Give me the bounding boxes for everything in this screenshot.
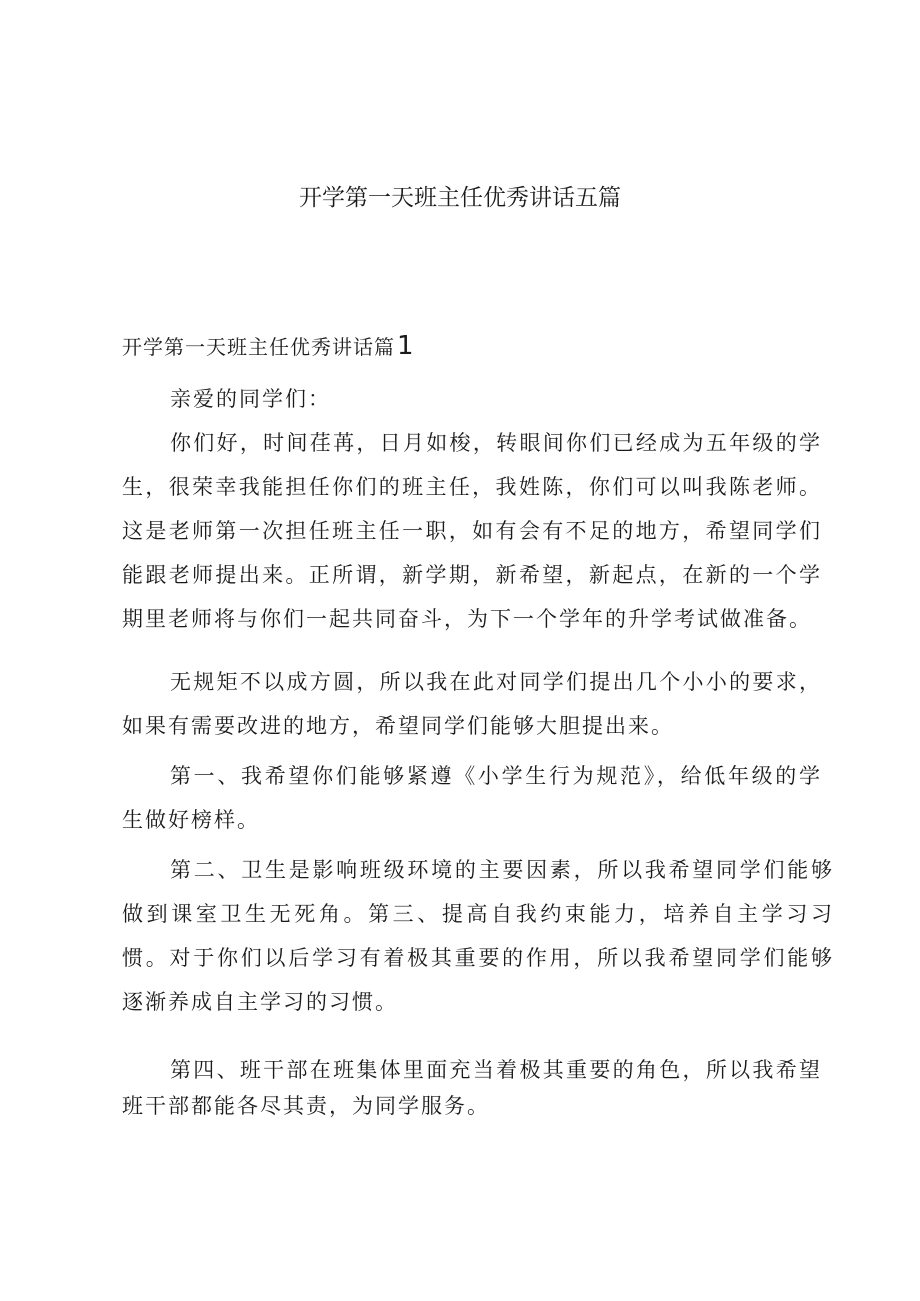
section-heading-text: 开学第一天班主任优秀讲话篇: [122, 335, 395, 359]
rules-text: 无规矩不以成方圆，所以我在此对同学们提出几个小小的要求，如果有需要改进的地方，希望同学们能够大胆提出来。: [122, 670, 822, 738]
intro-text: 你们好，时间荏苒，日月如梭，转眼间你们已经成为五年级的学生，很荣幸我能担任你们的班主任，我姓陈，你们可以叫我陈老师。这是老师第一次担任班主任一职，如有会有不足的地方，希望同学们能跟老师提出来。正所谓，新学期，新希望，新起点，在新的一个学期里老师将与你们一起共同奋斗，为下一个学年的升学考试做准备。: [122, 431, 822, 631]
paragraph-intro: [122, 421, 822, 650]
paragraph-second-requirement: [122, 848, 834, 1033]
section-heading: [122, 328, 415, 365]
paragraph-fourth-requirement: [122, 1052, 822, 1133]
first-requirement-text: 第一、我希望你们能够紧遵《小学生行为规范》，给低年级的学生做好榜样。: [122, 764, 822, 832]
paragraph-first-requirement: [122, 754, 822, 851]
paragraph-rules: [122, 660, 822, 757]
section-number: 1: [397, 331, 415, 361]
document-title: 开学第一天班主任优秀讲话五篇: [299, 185, 621, 211]
greeting-text: 亲爱的同学们：: [170, 387, 331, 411]
second-requirement-text: 第二、卫生是影响班级环境的主要因素，所以我希望同学们能够做到课室卫生无死角。第三、提高自我约束能力，培养自主学习习惯。对于你们以后学习有着极其重要的作用，所以我希望同学们能够逐渐养成自主学习的习惯。: [122, 858, 834, 1014]
fourth-requirement-text: 第四、班干部在班集体里面充当着极其重要的角色，所以我希望班干部都能各尽其责，为同学服务。: [122, 1058, 822, 1118]
